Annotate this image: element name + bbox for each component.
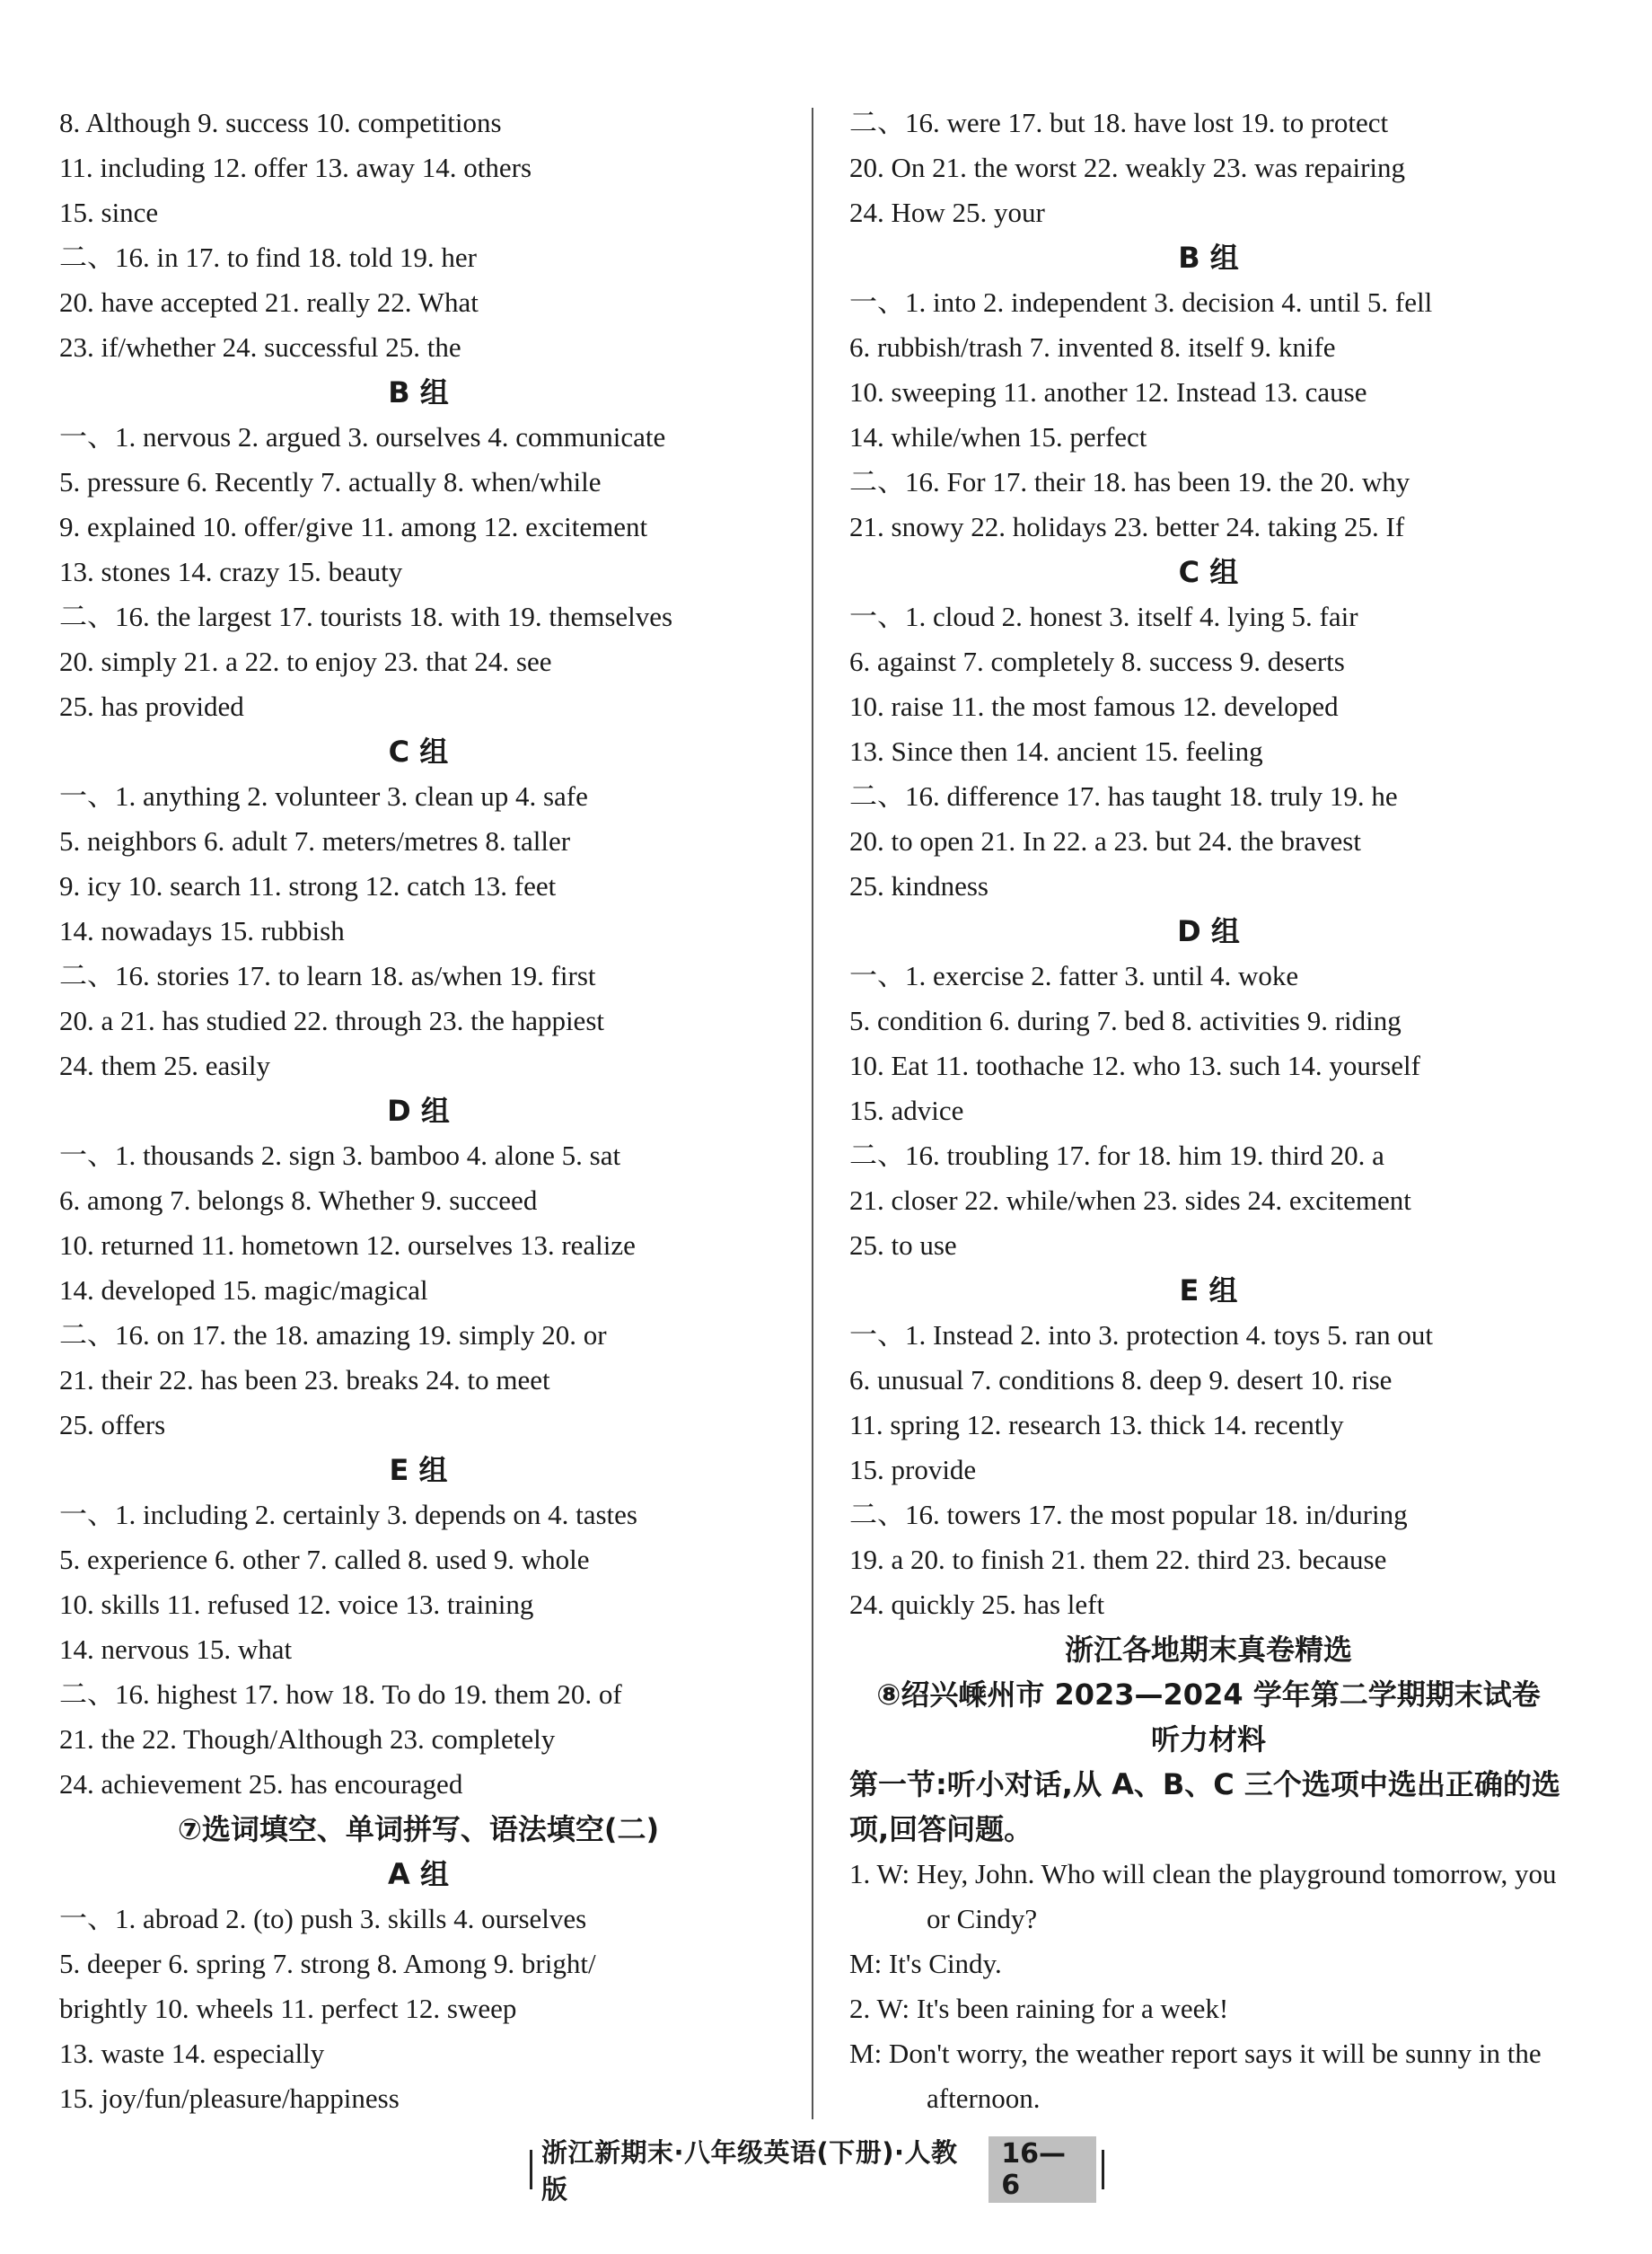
answer-line: 24. them 25. easily xyxy=(59,1050,271,1081)
answer-line: 6. unusual 7. conditions 8. deep 9. desert 10. rise xyxy=(849,1364,1393,1396)
page-footer xyxy=(530,2137,1104,2205)
answer-line: 二、16. in 17. to find 18. told 19. her xyxy=(59,242,477,273)
section-heading: ⑦选词填空、单词拼写、语法填空(二) xyxy=(177,1812,660,1846)
answer-line: 二、16. the largest 17. tourists 18. with 19. themselves xyxy=(59,601,673,632)
dialogue-line: 2. W: It's been raining for a week! xyxy=(849,1993,1229,2024)
footer-title: 浙江新期末·八年级英语(下册)·人教版 xyxy=(540,2137,958,2205)
answer-line: 10. skills 11. refused 12. voice 13. training xyxy=(59,1589,534,1620)
section-heading: 听力材料 xyxy=(1150,1722,1266,1757)
answer-line: 25. offers xyxy=(59,1409,166,1440)
answer-line: 14. developed 15. magic/magical xyxy=(59,1274,428,1306)
right-column xyxy=(849,101,1568,2121)
answer-line: 二、16. troubling 17. for 18. him 19. third 20. a xyxy=(849,1140,1384,1171)
answer-line: 二、16. difference 17. has taught 18. truly 19. he xyxy=(849,780,1398,812)
answer-line: 19. a 20. to finish 21. them 22. third 23. because xyxy=(849,1544,1387,1575)
answer-line: 6. among 7. belongs 8. Whether 9. succeed xyxy=(59,1184,538,1216)
answer-line: 21. closer 22. while/when 23. sides 24. excitement xyxy=(849,1184,1411,1216)
answer-line: 二、16. highest 17. how 18. To do 19. them 20. of xyxy=(59,1678,622,1710)
dialogue-line: 1. W: Hey, John. Who will clean the playground tomorrow, you or Cindy? xyxy=(849,1858,1557,1934)
column-divider xyxy=(812,108,813,2119)
answer-line: 21. snowy 22. holidays 23. better 24. taking 25. If xyxy=(849,511,1405,542)
page-number: 16—6 xyxy=(989,2136,1096,2203)
answer-line: 13. waste 14. especially xyxy=(59,2038,325,2069)
answer-line: 一、1. exercise 2. fatter 3. until 4. woke xyxy=(849,960,1299,991)
answer-line: 21. the 22. Though/Although 23. completely xyxy=(59,1723,556,1755)
answer-line: 5. experience 6. other 7. called 8. used 9. whole xyxy=(59,1544,590,1575)
answer-line: 20. simply 21. a 22. to enjoy 23. that 24. see xyxy=(59,646,552,677)
section-heading: D 组 xyxy=(387,1094,450,1128)
section-heading: 浙江各地期末真卷精选 xyxy=(1064,1633,1352,1667)
answer-line: 14. while/when 15. perfect xyxy=(849,421,1147,453)
section-heading: E 组 xyxy=(389,1453,448,1487)
section-heading: B 组 xyxy=(1178,241,1239,275)
section-heading: B 组 xyxy=(388,375,449,409)
answer-line: 5. neighbors 6. adult 7. meters/metres 8. taller xyxy=(59,825,571,857)
answer-line: 25. kindness xyxy=(849,870,989,902)
answer-line: 20. have accepted 21. really 22. What xyxy=(59,286,479,318)
answer-line: 24. quickly 25. has left xyxy=(849,1589,1105,1620)
dialogue-line: M: It's Cindy. xyxy=(849,1948,1002,1979)
answer-line: 二、16. were 17. but 18. have lost 19. to protect xyxy=(849,107,1389,138)
answer-line: 二、16. towers 17. the most popular 18. in/during xyxy=(849,1499,1408,1530)
answer-line: 13. Since then 14. ancient 15. feeling xyxy=(849,735,1263,767)
answer-line: 10. raise 11. the most famous 12. developed xyxy=(849,691,1339,722)
answer-line: 一、1. into 2. independent 3. decision 4. until 5. fell xyxy=(849,286,1433,318)
answer-line: 20. On 21. the worst 22. weakly 23. was repairing xyxy=(849,152,1406,183)
answer-line: 9. explained 10. offer/give 11. among 12. excitement xyxy=(59,511,648,542)
answer-line: 一、1. Instead 2. into 3. protection 4. toys 5. ran out xyxy=(849,1319,1434,1351)
answer-line: 10. returned 11. hometown 12. ourselves 13. realize xyxy=(59,1229,636,1261)
answer-line: 一、1. thousands 2. sign 3. bamboo 4. alone 5. sat xyxy=(59,1140,621,1171)
instruction-paragraph: 第一节:听小对话,从 A、B、C 三个选项中选出正确的选项,回答问题。 xyxy=(849,1767,1560,1846)
answer-line: 5. deeper 6. spring 7. strong 8. Among 9. bright/ xyxy=(59,1948,596,1979)
answer-line: 6. rubbish/trash 7. invented 8. itself 9. knife xyxy=(849,331,1336,363)
answer-line: 25. to use xyxy=(849,1229,957,1261)
answer-line: 15. provide xyxy=(849,1454,977,1485)
answer-line: 23. if/whether 24. successful 25. the xyxy=(59,331,461,363)
section-heading: A 组 xyxy=(388,1857,449,1891)
footer-bar-right xyxy=(1102,2150,1104,2189)
answer-line: 一、1. anything 2. volunteer 3. clean up 4. safe xyxy=(59,780,588,812)
answer-line: 一、1. cloud 2. honest 3. itself 4. lying 5. fair xyxy=(849,601,1358,632)
left-column xyxy=(59,101,778,2121)
answer-line: 14. nervous 15. what xyxy=(59,1633,293,1665)
answer-line: 8. Although 9. success 10. competitions xyxy=(59,107,502,138)
answer-line: brightly 10. wheels 11. perfect 12. sweep xyxy=(59,1993,517,2024)
answer-line: 20. a 21. has studied 22. through 23. the happiest xyxy=(59,1005,604,1036)
section-heading: D 组 xyxy=(1177,914,1240,948)
section-heading: C 组 xyxy=(388,735,449,769)
dialogue-line: M: Don't worry, the weather report says it will be sunny in the afternoon. xyxy=(849,2038,1542,2114)
answer-line: 15. advice xyxy=(849,1095,964,1126)
answer-line: 11. spring 12. research 13. thick 14. recently xyxy=(849,1409,1344,1440)
answer-line: 二、16. on 17. the 18. amazing 19. simply 20. or xyxy=(59,1319,607,1351)
answer-line: 24. How 25. your xyxy=(849,197,1045,228)
answer-line: 二、16. For 17. their 18. has been 19. the 20. why xyxy=(849,466,1410,497)
section-heading: C 组 xyxy=(1178,555,1239,589)
answer-line: 20. to open 21. In 22. a 23. but 24. the bravest xyxy=(849,825,1361,857)
answer-line: 5. pressure 6. Recently 7. actually 8. when/while xyxy=(59,466,602,497)
answer-line: 15. joy/fun/pleasure/happiness xyxy=(59,2082,400,2114)
answer-line: 二、16. stories 17. to learn 18. as/when 19. first xyxy=(59,960,596,991)
answer-line: 25. has provided xyxy=(59,691,244,722)
answer-line: 24. achievement 25. has encouraged xyxy=(59,1768,463,1800)
answer-line: 一、1. including 2. certainly 3. depends on 4. tastes xyxy=(59,1499,637,1530)
answer-line: 14. nowadays 15. rubbish xyxy=(59,915,345,947)
answer-line: 11. including 12. offer 13. away 14. others xyxy=(59,152,532,183)
answer-line: 5. condition 6. during 7. bed 8. activities 9. riding xyxy=(849,1005,1402,1036)
answer-line: 10. sweeping 11. another 12. Instead 13. cause xyxy=(849,376,1367,408)
answer-line: 10. Eat 11. toothache 12. who 13. such 14. yourself xyxy=(849,1050,1420,1081)
answer-line: 9. icy 10. search 11. strong 12. catch 13. feet xyxy=(59,870,557,902)
answer-line: 15. since xyxy=(59,197,159,228)
answer-line: 一、1. abroad 2. (to) push 3. skills 4. ourselves xyxy=(59,1903,587,1934)
answer-line: 13. stones 14. crazy 15. beauty xyxy=(59,556,403,587)
answer-line: 21. their 22. has been 23. breaks 24. to meet xyxy=(59,1364,550,1396)
answer-line: 一、1. nervous 2. argued 3. ourselves 4. communicate xyxy=(59,421,666,453)
section-heading: ⑧绍兴嵊州市 2023—2024 学年第二学期期末试卷 xyxy=(876,1677,1541,1712)
section-heading: E 组 xyxy=(1179,1273,1238,1307)
answer-line: 6. against 7. completely 8. success 9. deserts xyxy=(849,646,1345,677)
